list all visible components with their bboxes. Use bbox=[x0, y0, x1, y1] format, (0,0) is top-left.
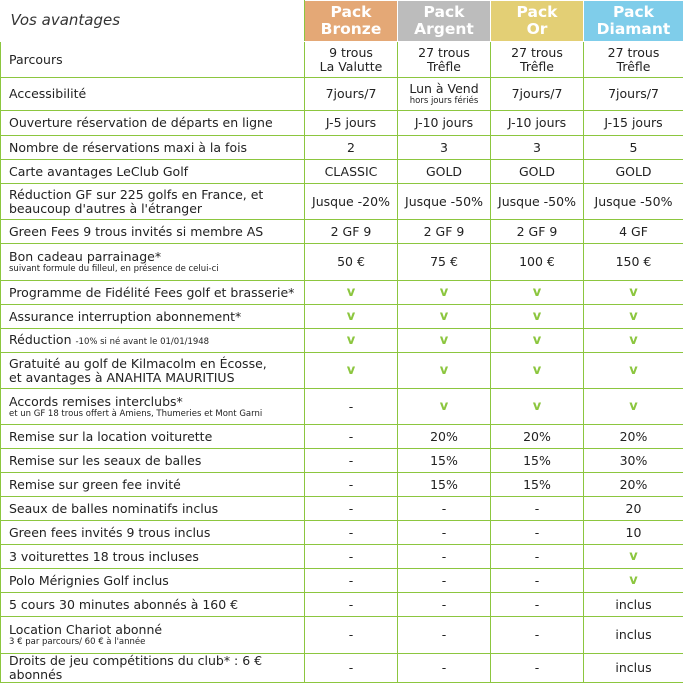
value-text: - bbox=[535, 660, 540, 675]
check-icon: v bbox=[533, 285, 541, 300]
value-cell bbox=[491, 42, 584, 78]
value-text: 15% bbox=[523, 453, 551, 468]
value-cell bbox=[584, 449, 683, 473]
value-text: - bbox=[349, 525, 354, 540]
value-text: Lun à Vend bbox=[409, 81, 478, 96]
value-cell bbox=[398, 281, 491, 305]
value-note: hors jours fériés bbox=[398, 96, 490, 106]
check-icon: v bbox=[629, 399, 637, 414]
row-label bbox=[1, 473, 305, 497]
row-label-text: Assurance interruption abonnement* bbox=[9, 309, 241, 324]
value-text: inclus bbox=[615, 597, 651, 612]
pack-word: Pack bbox=[491, 4, 583, 21]
value-cell bbox=[491, 281, 584, 305]
value-cell bbox=[584, 329, 683, 353]
value-text: - bbox=[349, 549, 354, 564]
row-label-text: Ouverture réservation de départs en ligne bbox=[9, 115, 273, 130]
row-label-text-line2: et avantages à ANAHITA MAURITIUS bbox=[9, 370, 235, 385]
check-icon: v bbox=[440, 399, 448, 414]
row-label-text: Remise sur green fee invité bbox=[9, 477, 181, 492]
value-cell bbox=[584, 617, 683, 654]
pack-header-diamant bbox=[584, 1, 683, 42]
value-cell bbox=[491, 593, 584, 617]
value-cell bbox=[491, 545, 584, 569]
row-label-text: Programme de Fidélité Fees golf et brasserie* bbox=[9, 285, 294, 300]
value-cell bbox=[584, 305, 683, 329]
value-text: 5 bbox=[630, 140, 638, 155]
value-text-line2: Trêfle bbox=[398, 60, 490, 74]
value-text: - bbox=[349, 573, 354, 588]
table-row bbox=[1, 220, 683, 244]
value-cell bbox=[398, 111, 491, 136]
value-cell bbox=[491, 353, 584, 389]
table-row bbox=[1, 569, 683, 593]
value-cell bbox=[305, 160, 398, 184]
value-cell bbox=[305, 305, 398, 329]
row-label bbox=[1, 545, 305, 569]
value-text: - bbox=[442, 525, 447, 540]
row-label bbox=[1, 220, 305, 244]
value-text: J-15 jours bbox=[604, 115, 662, 130]
row-label bbox=[1, 305, 305, 329]
value-cell bbox=[398, 389, 491, 425]
value-cell bbox=[584, 521, 683, 545]
value-cell bbox=[305, 353, 398, 389]
value-cell bbox=[398, 593, 491, 617]
value-cell bbox=[398, 136, 491, 160]
row-label-text: Accessibilité bbox=[9, 86, 86, 101]
value-text: 3 bbox=[533, 140, 541, 155]
value-cell bbox=[398, 42, 491, 78]
value-cell bbox=[584, 497, 683, 521]
value-cell bbox=[584, 569, 683, 593]
value-text: 3 bbox=[440, 140, 448, 155]
value-text: 15% bbox=[430, 477, 458, 492]
check-icon: v bbox=[347, 309, 355, 324]
value-cell bbox=[584, 42, 683, 78]
value-text: - bbox=[535, 573, 540, 588]
value-text: - bbox=[442, 549, 447, 564]
table-row bbox=[1, 449, 683, 473]
table-row bbox=[1, 305, 683, 329]
check-icon: v bbox=[533, 363, 541, 378]
value-text: - bbox=[442, 573, 447, 588]
value-cell bbox=[491, 449, 584, 473]
row-label-text: Parcours bbox=[9, 52, 63, 67]
pack-header-or bbox=[491, 1, 584, 42]
check-icon: v bbox=[533, 309, 541, 324]
value-text: - bbox=[442, 501, 447, 516]
value-cell bbox=[305, 654, 398, 683]
row-label bbox=[1, 111, 305, 136]
value-text: - bbox=[349, 597, 354, 612]
value-text: 27 trous bbox=[418, 45, 470, 60]
table-row bbox=[1, 497, 683, 521]
value-text: - bbox=[349, 429, 354, 444]
value-cell bbox=[491, 389, 584, 425]
row-label-text: 3 voiturettes 18 trous incluses bbox=[9, 549, 199, 564]
check-icon: v bbox=[347, 285, 355, 300]
value-text: - bbox=[535, 549, 540, 564]
value-cell bbox=[491, 78, 584, 111]
row-label bbox=[1, 329, 305, 353]
value-cell bbox=[584, 78, 683, 111]
value-cell bbox=[398, 497, 491, 521]
value-text: 75 € bbox=[430, 254, 458, 269]
row-label-text: Remise sur les seaux de balles bbox=[9, 453, 201, 468]
value-cell bbox=[305, 184, 398, 220]
table-row bbox=[1, 329, 683, 353]
check-icon: v bbox=[629, 333, 637, 348]
value-text-line2: Trêfle bbox=[584, 60, 683, 74]
row-label bbox=[1, 160, 305, 184]
value-text: - bbox=[442, 627, 447, 642]
header-row bbox=[1, 1, 683, 42]
check-icon: v bbox=[629, 309, 637, 324]
value-text: 20% bbox=[523, 429, 551, 444]
value-cell bbox=[584, 473, 683, 497]
row-label-text: Green fees invités 9 trous inclus bbox=[9, 525, 210, 540]
value-text: - bbox=[349, 477, 354, 492]
table-row bbox=[1, 593, 683, 617]
value-cell bbox=[584, 184, 683, 220]
row-label bbox=[1, 353, 305, 389]
value-cell bbox=[398, 160, 491, 184]
value-text: 150 € bbox=[616, 254, 652, 269]
value-cell bbox=[584, 545, 683, 569]
value-text: 100 € bbox=[519, 254, 555, 269]
value-text: 4 GF bbox=[619, 224, 648, 239]
value-text-line2: Trêfle bbox=[491, 60, 583, 74]
value-cell bbox=[584, 353, 683, 389]
value-cell bbox=[491, 473, 584, 497]
value-cell bbox=[491, 617, 584, 654]
row-label-note: suivant formule du filleul, en présence de celui-ci bbox=[9, 264, 304, 274]
check-icon: v bbox=[347, 363, 355, 378]
table-title: Vos avantages bbox=[1, 1, 305, 42]
pack-word: Pack bbox=[305, 4, 397, 21]
value-cell bbox=[305, 78, 398, 111]
check-icon: v bbox=[440, 333, 448, 348]
value-cell bbox=[398, 545, 491, 569]
row-label-text: Accords remises interclubs* bbox=[9, 394, 183, 409]
value-cell bbox=[305, 281, 398, 305]
value-cell bbox=[491, 305, 584, 329]
row-label-text: Gratuité au golf de Kilmacolm en Écosse, bbox=[9, 356, 267, 371]
value-text: CLASSIC bbox=[325, 164, 378, 179]
table-row bbox=[1, 136, 683, 160]
value-cell bbox=[491, 220, 584, 244]
value-text: - bbox=[535, 525, 540, 540]
table-row bbox=[1, 389, 683, 425]
row-label bbox=[1, 78, 305, 111]
row-label-text: Remise sur la location voiturette bbox=[9, 429, 212, 444]
value-cell bbox=[491, 569, 584, 593]
value-text: Jusque -50% bbox=[498, 194, 576, 209]
value-text: 30% bbox=[620, 453, 648, 468]
value-text: Jusque -50% bbox=[405, 194, 483, 209]
value-text: GOLD bbox=[426, 164, 462, 179]
row-label-text: Réduction bbox=[9, 332, 75, 347]
table-row bbox=[1, 654, 683, 683]
value-cell bbox=[584, 220, 683, 244]
table-row bbox=[1, 617, 683, 654]
value-text: - bbox=[442, 597, 447, 612]
value-text: 20% bbox=[620, 429, 648, 444]
value-cell bbox=[305, 593, 398, 617]
row-label bbox=[1, 521, 305, 545]
table-row bbox=[1, 42, 683, 78]
table-row bbox=[1, 184, 683, 220]
value-cell bbox=[398, 425, 491, 449]
value-cell bbox=[398, 244, 491, 281]
value-cell bbox=[398, 329, 491, 353]
value-cell bbox=[398, 353, 491, 389]
value-cell bbox=[398, 220, 491, 244]
value-cell bbox=[398, 78, 491, 111]
value-cell bbox=[305, 111, 398, 136]
row-label-text: Green Fees 9 trous invités si membre AS bbox=[9, 224, 263, 239]
row-label bbox=[1, 42, 305, 78]
row-label-text-line2: beaucoup d'autres à l'étranger bbox=[9, 201, 202, 216]
value-cell bbox=[398, 654, 491, 683]
value-cell bbox=[398, 521, 491, 545]
value-text: 50 € bbox=[337, 254, 365, 269]
table-row bbox=[1, 160, 683, 184]
value-text: - bbox=[535, 627, 540, 642]
value-text: 15% bbox=[523, 477, 551, 492]
value-cell bbox=[305, 545, 398, 569]
table-row bbox=[1, 78, 683, 111]
row-label-text: 5 cours 30 minutes abonnés à 160 € bbox=[9, 597, 238, 612]
value-text: - bbox=[349, 399, 354, 414]
value-text: - bbox=[349, 501, 354, 516]
row-label-text: Location Chariot abonné bbox=[9, 622, 162, 637]
row-label-text: Carte avantages LeClub Golf bbox=[9, 164, 188, 179]
value-text: Jusque -20% bbox=[312, 194, 390, 209]
row-label-text: Droits de jeu compétitions du club* : 6 € abonnés bbox=[9, 653, 262, 682]
value-text: inclus bbox=[615, 660, 651, 675]
value-cell bbox=[584, 389, 683, 425]
value-text: 7jours/7 bbox=[326, 86, 377, 101]
row-label bbox=[1, 389, 305, 425]
row-label bbox=[1, 654, 305, 683]
value-cell bbox=[584, 136, 683, 160]
table-row bbox=[1, 353, 683, 389]
pack-name: Argent bbox=[398, 21, 490, 38]
check-icon: v bbox=[629, 363, 637, 378]
row-label bbox=[1, 497, 305, 521]
value-text: - bbox=[442, 660, 447, 675]
value-text: 7jours/7 bbox=[608, 86, 659, 101]
row-label bbox=[1, 569, 305, 593]
value-cell bbox=[305, 497, 398, 521]
value-text: 2 GF 9 bbox=[331, 224, 372, 239]
value-cell bbox=[584, 654, 683, 683]
value-text: J-5 jours bbox=[326, 115, 376, 130]
value-cell bbox=[398, 449, 491, 473]
check-icon: v bbox=[533, 399, 541, 414]
row-label-note: 3 € par parcours/ 60 € à l'année bbox=[9, 637, 304, 647]
check-icon: v bbox=[629, 285, 637, 300]
value-cell bbox=[305, 473, 398, 497]
value-cell bbox=[491, 136, 584, 160]
row-label-text: Réduction GF sur 225 golfs en France, et bbox=[9, 187, 263, 202]
value-cell bbox=[584, 160, 683, 184]
row-label bbox=[1, 281, 305, 305]
value-text: GOLD bbox=[615, 164, 651, 179]
value-cell bbox=[491, 111, 584, 136]
row-label-text: Polo Mérignies Golf inclus bbox=[9, 573, 169, 588]
value-text: 27 trous bbox=[511, 45, 563, 60]
row-label bbox=[1, 449, 305, 473]
check-icon: v bbox=[440, 363, 448, 378]
value-cell bbox=[584, 593, 683, 617]
table-row bbox=[1, 425, 683, 449]
value-text: 9 trous bbox=[329, 45, 373, 60]
pack-header-bronze bbox=[305, 1, 398, 42]
value-text: - bbox=[349, 627, 354, 642]
value-cell bbox=[305, 244, 398, 281]
value-cell bbox=[491, 497, 584, 521]
check-icon: v bbox=[629, 573, 637, 588]
value-text: - bbox=[349, 660, 354, 675]
pack-word: Pack bbox=[584, 4, 683, 21]
value-cell bbox=[491, 184, 584, 220]
value-cell bbox=[584, 111, 683, 136]
value-cell bbox=[491, 521, 584, 545]
value-text: 2 bbox=[347, 140, 355, 155]
value-text: 2 GF 9 bbox=[424, 224, 465, 239]
value-cell bbox=[491, 160, 584, 184]
table-row bbox=[1, 473, 683, 497]
value-text: J-10 jours bbox=[508, 115, 566, 130]
value-cell bbox=[584, 425, 683, 449]
value-text: - bbox=[349, 453, 354, 468]
value-text: - bbox=[535, 501, 540, 516]
value-cell bbox=[305, 425, 398, 449]
value-cell bbox=[398, 305, 491, 329]
value-cell bbox=[305, 136, 398, 160]
table-row bbox=[1, 111, 683, 136]
row-label bbox=[1, 593, 305, 617]
value-cell bbox=[398, 184, 491, 220]
value-text: 20% bbox=[620, 477, 648, 492]
value-text: 7jours/7 bbox=[512, 86, 563, 101]
row-label bbox=[1, 617, 305, 654]
row-label-text: Seaux de balles nominatifs inclus bbox=[9, 501, 218, 516]
pack-name: Diamant bbox=[584, 21, 683, 38]
value-cell bbox=[398, 473, 491, 497]
pack-word: Pack bbox=[398, 4, 490, 21]
table-row bbox=[1, 244, 683, 281]
row-label bbox=[1, 244, 305, 281]
check-icon: v bbox=[533, 333, 541, 348]
pack-name: Or bbox=[491, 21, 583, 38]
value-text-line2: La Valutte bbox=[305, 60, 397, 74]
value-text: 27 trous bbox=[608, 45, 660, 60]
value-text: - bbox=[535, 597, 540, 612]
value-cell bbox=[491, 425, 584, 449]
value-cell bbox=[491, 244, 584, 281]
value-text: 2 GF 9 bbox=[517, 224, 558, 239]
value-cell bbox=[584, 244, 683, 281]
value-text: 20% bbox=[430, 429, 458, 444]
value-cell bbox=[305, 42, 398, 78]
check-icon: v bbox=[440, 285, 448, 300]
value-cell bbox=[398, 569, 491, 593]
row-label-note: -10% si né avant le 01/01/1948 bbox=[75, 337, 209, 347]
value-cell bbox=[491, 329, 584, 353]
value-cell bbox=[305, 329, 398, 353]
value-cell bbox=[305, 389, 398, 425]
table-row bbox=[1, 281, 683, 305]
pack-name: Bronze bbox=[305, 21, 397, 38]
value-text: inclus bbox=[615, 627, 651, 642]
row-label-note: et un GF 18 trous offert à Amiens, Thumeries et Mont Garni bbox=[9, 409, 304, 419]
row-label-text: Nombre de réservations maxi à la fois bbox=[9, 140, 247, 155]
value-text: 15% bbox=[430, 453, 458, 468]
value-cell bbox=[584, 281, 683, 305]
value-text: 20 bbox=[626, 501, 642, 516]
check-icon: v bbox=[347, 333, 355, 348]
row-label bbox=[1, 425, 305, 449]
value-cell bbox=[305, 449, 398, 473]
row-label bbox=[1, 136, 305, 160]
pack-header-argent bbox=[398, 1, 491, 42]
value-text: Jusque -50% bbox=[595, 194, 673, 209]
value-text: 10 bbox=[626, 525, 642, 540]
table-row bbox=[1, 545, 683, 569]
check-icon: v bbox=[440, 309, 448, 324]
value-cell bbox=[305, 220, 398, 244]
value-text: J-10 jours bbox=[415, 115, 473, 130]
value-cell bbox=[491, 654, 584, 683]
value-cell bbox=[305, 521, 398, 545]
value-cell bbox=[398, 617, 491, 654]
value-cell bbox=[305, 569, 398, 593]
check-icon: v bbox=[629, 549, 637, 564]
row-label-text: Bon cadeau parrainage* bbox=[9, 249, 161, 264]
value-cell bbox=[305, 617, 398, 654]
row-label bbox=[1, 184, 305, 220]
value-text: GOLD bbox=[519, 164, 555, 179]
table-row bbox=[1, 521, 683, 545]
